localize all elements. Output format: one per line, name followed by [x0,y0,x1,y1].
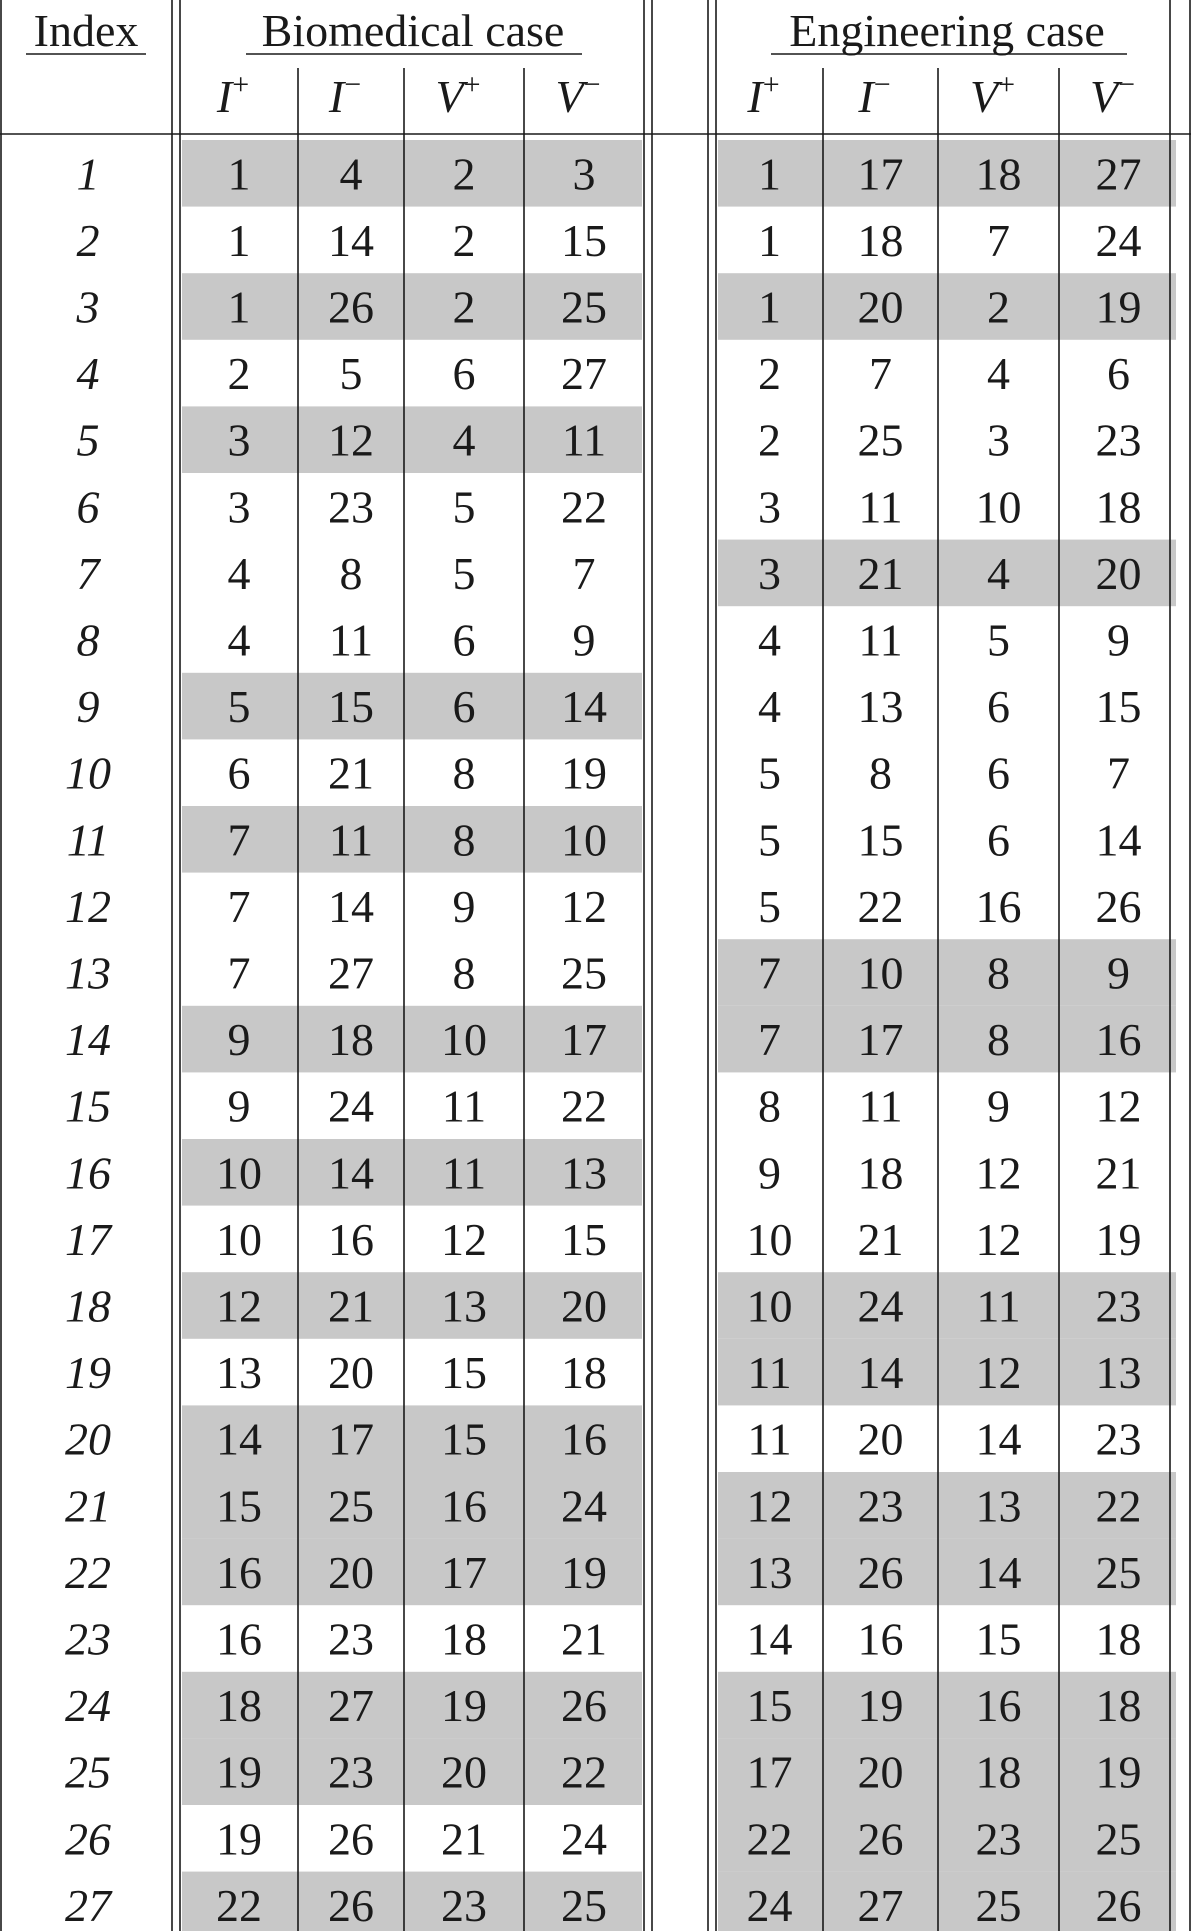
table-cell: 18 [441,1613,487,1665]
table-cell: 14 [328,214,374,266]
table-cell: 1 [227,281,251,333]
table-cell: 8 [452,814,476,866]
table-cell: 6 [987,814,1010,866]
table-cell: 7 [572,547,596,599]
table-cell: 11 [328,814,374,866]
table-cell: 21 [857,1213,904,1265]
table-cell: 6 [452,614,476,666]
table-cell: 7 [1107,747,1130,799]
table-cell: 17 [441,1546,487,1598]
table-cell: 10 [441,1014,487,1066]
table-cell: 12 [441,1213,487,1265]
table-cell: 5 [339,348,363,400]
table-cell: 14 [975,1413,1022,1465]
table-cell: 16 [441,1480,487,1532]
table-cell: 21 [328,1280,374,1332]
table-cell: 24 [1095,214,1142,266]
table-cell: 19 [1095,1213,1142,1265]
table-cell: 23 [975,1813,1022,1865]
table-cell: 25 [561,281,607,333]
table-cell: 23 [441,1879,487,1931]
table-cell: 23 [328,1746,374,1798]
column-header: I+ [747,68,780,122]
table-cell: 15 [561,214,607,266]
table-cell: 11 [858,614,903,666]
row-index: 10 [65,747,111,799]
row-index: 14 [65,1014,111,1066]
row-index: 5 [76,414,100,466]
table-cell: 19 [216,1813,262,1865]
table-cell: 5 [987,614,1010,666]
table-cell: 3 [227,481,251,533]
table-cell: 9 [1107,947,1130,999]
column-header: V+ [435,68,481,122]
table-cell: 12 [328,414,374,466]
table-cell: 19 [1095,1746,1142,1798]
row-index: 6 [76,481,100,533]
table-cell: 4 [987,348,1010,400]
table-cell: 8 [987,947,1010,999]
table-cell: 19 [216,1746,262,1798]
table-cell: 27 [1095,148,1142,200]
table-cell: 4 [758,614,781,666]
table-cell: 2 [452,214,476,266]
row-index: 27 [65,1879,111,1931]
table-cell: 12 [975,1347,1022,1399]
table-cell: 13 [857,681,904,733]
table-cell: 27 [328,1680,374,1732]
table-cell: 13 [975,1480,1022,1532]
table-cell: 19 [561,1546,607,1598]
table-cell: 12 [1095,1080,1142,1132]
table-cell: 7 [758,1014,781,1066]
table-cell: 25 [857,414,904,466]
table-cell: 23 [857,1480,904,1532]
table-cell: 2 [758,414,781,466]
table-cell: 18 [1095,481,1142,533]
table-cell: 1 [227,148,251,200]
row-index: 18 [65,1280,111,1332]
table-cell: 9 [452,880,476,932]
table-cell: 7 [987,214,1010,266]
table-cell: 18 [1095,1680,1142,1732]
column-headers [216,68,1135,122]
table-cell: 11 [858,1080,903,1132]
table-cell: 22 [561,1080,607,1132]
table-cell: 14 [561,681,607,733]
table-cell: 25 [561,1879,607,1931]
table-cell: 13 [216,1347,262,1399]
column-header: I+ [216,68,250,122]
table-cell: 18 [857,214,904,266]
row-index: 19 [65,1347,111,1399]
table-cell: 4 [227,547,251,599]
row-index: 25 [65,1746,111,1798]
table-header [34,5,1105,56]
table-cell: 18 [857,1147,904,1199]
table-cell: 10 [216,1147,262,1199]
row-index: 21 [65,1480,111,1532]
table-cell: 15 [746,1680,793,1732]
table-cell: 5 [758,814,781,866]
table-cell: 23 [1095,1413,1142,1465]
table-cell: 20 [561,1280,607,1332]
table-cell: 26 [328,1813,374,1865]
table-cell: 6 [1107,348,1130,400]
table-cell: 6 [987,681,1010,733]
table-cell: 19 [1095,281,1142,333]
column-header: V− [555,68,601,122]
table-cell: 25 [1095,1546,1142,1598]
table-cell: 6 [452,348,476,400]
table-cell: 14 [328,880,374,932]
table-cell: 3 [758,481,781,533]
table-cell: 22 [561,481,607,533]
table-cell: 10 [561,814,607,866]
table-cell: 5 [452,547,476,599]
table-cell: 7 [869,348,892,400]
table-cell: 25 [1095,1813,1142,1865]
row-index: 20 [65,1413,111,1465]
table-cell: 7 [227,947,251,999]
table-cell: 4 [452,414,476,466]
table-cell: 24 [746,1879,793,1931]
table-cell: 14 [1095,814,1142,866]
table-cell: 15 [857,814,904,866]
table-cell: 9 [227,1014,251,1066]
table-cell: 26 [857,1813,904,1865]
table-cell: 20 [441,1746,487,1798]
table-cell: 25 [561,947,607,999]
table-cell: 18 [975,1746,1022,1798]
table-cell: 9 [987,1080,1010,1132]
table-cell: 23 [1095,414,1142,466]
table-cell: 8 [452,747,476,799]
table-cell: 9 [572,614,596,666]
row-index: 4 [76,348,100,400]
table-cell: 21 [561,1613,607,1665]
table-cell: 18 [216,1680,262,1732]
table-cell: 3 [227,414,251,466]
table-cell: 2 [987,281,1010,333]
table-cell: 11 [441,1147,487,1199]
table-cell: 11 [747,1347,792,1399]
table-cell: 16 [216,1546,262,1598]
table-cell: 16 [857,1613,904,1665]
table-cell: 17 [857,148,904,200]
table-cell: 6 [987,747,1010,799]
table-cell: 15 [975,1613,1022,1665]
table-cell: 24 [328,1080,374,1132]
table-cell: 16 [216,1613,262,1665]
table-cell: 4 [339,148,363,200]
table-cell: 14 [216,1413,262,1465]
table-cell: 22 [1095,1480,1142,1532]
row-index: 13 [65,947,111,999]
table-cell: 15 [216,1480,262,1532]
table-cell: 21 [857,547,904,599]
table-cell: 15 [1095,681,1142,733]
table-cell: 14 [328,1147,374,1199]
table-cell: 19 [561,747,607,799]
table-cell: 4 [758,681,781,733]
table-cell: 12 [975,1147,1022,1199]
table-cell: 26 [561,1680,607,1732]
table-cell: 18 [975,148,1022,200]
table-cell: 1 [758,214,781,266]
table-cell: 16 [561,1413,607,1465]
table-cell: 26 [328,1879,374,1931]
table-cell: 13 [561,1147,607,1199]
table-cell: 1 [227,214,251,266]
table-cell: 1 [758,148,781,200]
row-index: 9 [76,681,100,733]
table-cell: 11 [858,481,903,533]
row-index: 7 [76,547,100,599]
table-cell: 8 [987,1014,1010,1066]
row-index: 3 [76,281,100,333]
table-cell: 24 [561,1480,607,1532]
table-cell: 22 [561,1746,607,1798]
table-cell: 3 [987,414,1010,466]
table-cell: 20 [857,1413,904,1465]
table-cell: 8 [339,547,363,599]
table-cell: 17 [857,1014,904,1066]
table-cell: 27 [561,348,607,400]
row-index: 15 [65,1080,111,1132]
row-index: 2 [76,214,100,266]
table-cell: 18 [1095,1613,1142,1665]
table-cell: 16 [328,1213,374,1265]
engineering-case-title: Engineering case [789,5,1105,56]
row-index: 8 [76,614,100,666]
table-cell: 5 [758,880,781,932]
table-cell: 4 [987,547,1010,599]
table-cell: 10 [746,1213,793,1265]
table-cell: 24 [857,1280,904,1332]
row-index: 17 [65,1213,111,1265]
table-cell: 9 [758,1147,781,1199]
table-cell: 11 [441,1080,487,1132]
table-cell: 16 [1095,1014,1142,1066]
table-cell: 15 [328,681,374,733]
table-cell: 14 [746,1613,793,1665]
table-cell: 11 [747,1413,792,1465]
table-cell: 26 [857,1546,904,1598]
table-cell: 2 [452,148,476,200]
table-cell: 12 [746,1480,793,1532]
table-cell: 8 [452,947,476,999]
table-cell: 11 [328,614,374,666]
table-cell: 20 [857,1746,904,1798]
table-cell: 14 [857,1347,904,1399]
table-cell: 5 [452,481,476,533]
table-cell: 9 [227,1080,251,1132]
biomedical-case-title: Biomedical case [261,5,565,56]
table-cell: 24 [561,1813,607,1865]
table-cell: 18 [328,1014,374,1066]
table-cell: 7 [758,947,781,999]
table-cell: 16 [975,1680,1022,1732]
table-cell: 3 [758,547,781,599]
table-cell: 11 [561,414,607,466]
table-cell: 6 [227,747,251,799]
row-index: 12 [65,880,111,932]
table-cell: 10 [857,947,904,999]
table-cell: 20 [1095,547,1142,599]
table-cell: 5 [227,681,251,733]
table-cell: 12 [216,1280,262,1332]
table-cell: 10 [746,1280,793,1332]
table-cell: 6 [452,681,476,733]
table-cell: 10 [975,481,1022,533]
table-cell: 4 [227,614,251,666]
table-cell: 18 [561,1347,607,1399]
table-cell: 20 [328,1347,374,1399]
table-cell: 2 [758,348,781,400]
row-index: 23 [65,1613,111,1665]
table-cell: 12 [561,880,607,932]
table-cell: 22 [746,1813,793,1865]
table-cell: 23 [1095,1280,1142,1332]
table-cell: 1 [758,281,781,333]
table-cell: 19 [441,1680,487,1732]
table-cell: 27 [328,947,374,999]
index-header: Index [33,5,139,56]
table-cell: 17 [328,1413,374,1465]
table-cell: 25 [975,1879,1022,1931]
table-cell: 3 [572,148,596,200]
column-header: I− [328,68,362,122]
table-cell: 21 [441,1813,487,1865]
table-cell: 26 [1095,880,1142,932]
table-cell: 8 [869,747,892,799]
table-cell: 14 [975,1546,1022,1598]
column-header: I− [858,68,891,122]
table-cell: 19 [857,1680,904,1732]
table-cell: 7 [227,814,251,866]
table-cell: 21 [328,747,374,799]
table-cell: 12 [975,1213,1022,1265]
table-cell: 2 [452,281,476,333]
table-cell: 27 [857,1879,904,1931]
row-index: 26 [65,1813,111,1865]
row-index: 22 [65,1546,111,1598]
table-cell: 17 [561,1014,607,1066]
table-cell: 2 [227,348,251,400]
table-cell: 26 [1095,1879,1142,1931]
table-cell: 7 [227,880,251,932]
table-cell: 17 [746,1746,793,1798]
table-cell: 20 [857,281,904,333]
column-header: V− [1089,68,1136,122]
table-cell: 13 [746,1546,793,1598]
row-index: 24 [65,1680,111,1732]
table-cell: 15 [441,1347,487,1399]
row-index: 16 [65,1147,111,1199]
column-header: V+ [969,68,1016,122]
table-cell: 25 [328,1480,374,1532]
table-cell: 11 [976,1280,1021,1332]
table-cell: 9 [1107,614,1130,666]
table-cell: 5 [758,747,781,799]
table-cell: 15 [441,1413,487,1465]
table-cell: 22 [216,1879,262,1931]
table-cell: 23 [328,1613,374,1665]
table-cell: 10 [216,1213,262,1265]
row-index: 1 [76,148,100,200]
table-cell: 13 [441,1280,487,1332]
table-cell: 13 [1095,1347,1142,1399]
table-cell: 21 [1095,1147,1142,1199]
row-index: 11 [66,814,110,866]
table-cell: 22 [857,880,904,932]
table-cell: 26 [328,281,374,333]
table-cell: 15 [561,1213,607,1265]
table-cell: 23 [328,481,374,533]
table-cell: 20 [328,1546,374,1598]
table-cell: 16 [975,880,1022,932]
table-cell: 8 [758,1080,781,1132]
